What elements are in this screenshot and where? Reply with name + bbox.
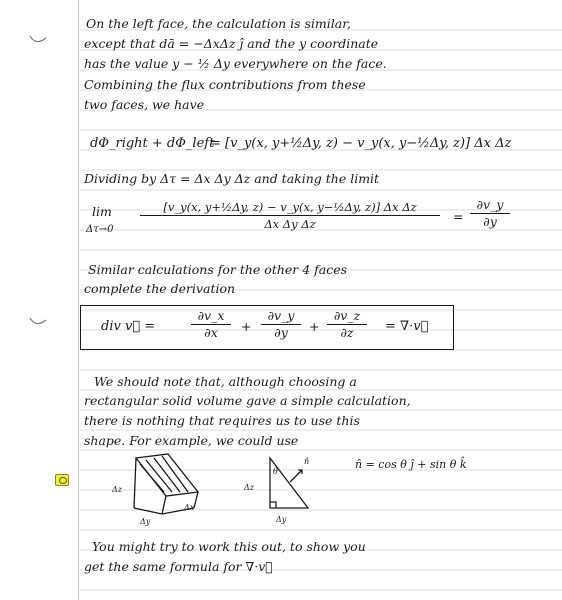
triangle-dz-label: Δz [244, 483, 254, 492]
limit-label: lim [92, 204, 112, 219]
prism-dy-label: Δy [140, 517, 151, 526]
text-line-3: has the value y − ½ Δy everywhere on the face. [84, 56, 387, 71]
div-lhs: div v⃗ = [101, 319, 156, 334]
check-mark-icon [30, 36, 46, 42]
text-line-13: You might try to work this out, to show you [92, 539, 366, 554]
limit-denominator: Δx Δy Δz [264, 217, 316, 231]
text-line-12: shape. For example, we could use [84, 433, 299, 448]
text-line-10: rectangular solid volume gave a simple calculation, [84, 393, 411, 408]
fraction-bar [140, 215, 440, 216]
div-term-y-den: ∂y [274, 325, 288, 340]
div-term-z [327, 309, 367, 340]
limit-equals: = [453, 209, 464, 224]
limit-fraction [140, 200, 440, 231]
check-mark-icon [30, 318, 46, 324]
text-line-5: two faces, we have [84, 97, 205, 112]
text-line-8: complete the derivation [84, 281, 236, 296]
triangle-n-label: n̂ [304, 457, 310, 466]
prism-dz-label: Δz [112, 485, 122, 494]
text-line-1: On the left face, the calculation is similar, [86, 16, 351, 31]
div-term-z-num: ∂v_z [333, 308, 361, 323]
div-rhs: = ∇·v⃗ [385, 319, 429, 334]
text-line-6: Dividing by Δτ = Δx Δy Δz and taking the limit [84, 171, 380, 186]
limit-subscript: Δτ→0 [86, 224, 114, 235]
text-line-9: We should note that, although choosing a [94, 374, 357, 389]
triangle-theta-label: θ [273, 467, 278, 476]
text-line-2: except that dā = −ΔxΔz ĵ and the y coordinate [84, 36, 379, 51]
sticky-note-icon[interactable] [55, 474, 69, 486]
text-line-14: get the same formula for ∇·v⃗ [84, 559, 273, 574]
limit-result [470, 198, 510, 229]
plus-sign: + [309, 319, 320, 334]
equation-flux-rhs: = [v_y(x, y+½Δy, z) − v_y(x, y−½Δy, z)] Δx Δz [210, 136, 512, 151]
limit-result-numerator: ∂v_y [476, 197, 504, 212]
divergence-formula-box [80, 305, 454, 350]
text-line-4: Combining the flux contributions from these [84, 77, 366, 92]
div-term-z-den: ∂z [340, 325, 354, 340]
limit-numerator: [v_y(x, y+½Δy, z) − v_y(x, y−½Δy, z)] Δx Δz [163, 200, 417, 214]
prism-dx-label: Δx [184, 503, 195, 512]
limit-result-denominator: ∂y [483, 214, 497, 229]
text-line-7: Similar calculations for the other 4 faces [88, 262, 348, 277]
div-term-x [191, 309, 231, 340]
plus-sign: + [241, 319, 252, 334]
equation-flux-lhs: dΦ_right + dΦ_left [90, 136, 215, 151]
triangle-figure [240, 450, 330, 525]
div-term-x-num: ∂v_x [197, 308, 225, 323]
div-term-y-num: ∂v_y [267, 308, 295, 323]
text-line-11: there is nothing that requires us to use this [84, 413, 360, 428]
normal-vector-equation: n̂ = cos θ ĵ + sin θ k̂ [355, 458, 467, 471]
triangle-dy-label: Δy [276, 515, 287, 524]
div-term-y [261, 309, 301, 340]
prism-figure [110, 452, 220, 527]
margin-line [78, 0, 79, 600]
div-term-x-den: ∂x [204, 325, 218, 340]
